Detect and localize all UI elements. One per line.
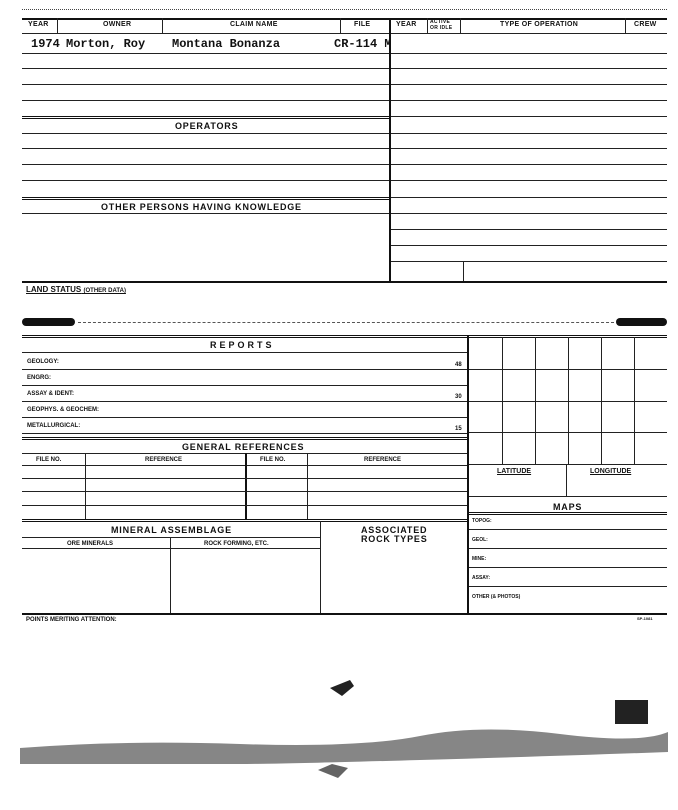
grid-line — [469, 432, 667, 433]
row-rule — [22, 148, 389, 149]
maps-row-rule — [469, 567, 667, 568]
scan-noise-block — [615, 700, 648, 724]
longitude-label: LONGITUDE — [590, 468, 632, 475]
right-row-rule — [391, 261, 667, 262]
right-row-rule — [391, 68, 667, 69]
row-rule — [22, 213, 389, 214]
right-row-rule — [391, 164, 667, 165]
header-tick — [427, 18, 428, 33]
scan-noise-blot — [330, 680, 354, 696]
header-top-rule — [22, 18, 667, 20]
header-type-of-operation: TYPE OF OPERATION — [500, 21, 579, 28]
rock-forming-label: ROCK FORMING, ETC. — [204, 541, 269, 547]
maps-row-rule — [469, 529, 667, 530]
maps-row-rule — [469, 548, 667, 549]
right-row-rule — [391, 116, 667, 117]
column-divider — [389, 18, 391, 281]
operators-top-rule — [22, 116, 389, 119]
ref-header-reference-2: REFERENCE — [364, 457, 402, 463]
row-rule — [22, 133, 389, 134]
report-rule — [22, 369, 467, 370]
maps-rule — [469, 512, 667, 515]
report-label: METALLURGICAL: — [27, 423, 81, 429]
ref-header-file-no-1: FILE NO. — [36, 457, 62, 463]
header-tick — [57, 18, 58, 33]
right-tick — [463, 261, 464, 281]
ref-row-rule — [22, 505, 467, 506]
other-persons-top-rule — [22, 197, 389, 200]
entry-owner: Morton, Roy — [66, 37, 146, 51]
report-number: 48 — [455, 362, 462, 368]
header-owner: OWNER — [103, 21, 132, 28]
entry-year: 1974 — [31, 37, 60, 51]
reports-right-divider — [467, 335, 469, 615]
general-references-title: GENERAL REFERENCES — [182, 442, 305, 452]
maps-row-label: TOPOG: — [472, 518, 492, 524]
mineral-header-rule — [22, 548, 320, 549]
report-number: 30 — [455, 394, 462, 400]
reports-rule — [22, 352, 467, 353]
ref-header-reference-1: REFERENCE — [145, 457, 183, 463]
header-tick — [340, 18, 341, 33]
grid-line — [469, 464, 667, 465]
header-tick — [162, 18, 163, 33]
form-bottom-rule — [22, 613, 667, 615]
ref-row-rule — [22, 478, 467, 479]
other-persons-title: OTHER PERSONS HAVING KNOWLEDGE — [101, 202, 302, 212]
maps-row-label: GEOL: — [472, 537, 488, 543]
report-rule — [22, 417, 467, 418]
right-row-rule — [391, 213, 667, 214]
row-rule — [22, 84, 389, 85]
entry-claim-name: Montana Bonanza — [172, 37, 281, 51]
ref-col-divider — [307, 453, 308, 520]
latitude-label: LATITUDE — [497, 468, 532, 475]
report-rule — [22, 401, 467, 402]
maps-row-label: OTHER (& PHOTOS) — [472, 594, 521, 600]
right-row-rule — [391, 197, 667, 198]
grid-line — [469, 369, 667, 370]
right-row-rule — [391, 180, 667, 181]
maps-row-rule — [469, 586, 667, 587]
maps-row-label: MINE: — [472, 556, 487, 562]
associated-rock-types-2: ROCK TYPES — [361, 534, 428, 544]
ref-header-file-no-2: FILE NO. — [260, 457, 286, 463]
header-year-2: YEAR — [396, 21, 417, 28]
reports-title: REPORTS — [210, 340, 275, 350]
report-label: ASSAY & IDENT: — [27, 391, 75, 397]
right-row-rule — [391, 53, 667, 54]
reports-top-rule — [22, 335, 667, 338]
report-label: GEOPHYS. & GEOCHEM: — [27, 407, 100, 413]
mineral-assemblage-title: MINERAL ASSEMBLAGE — [111, 525, 232, 535]
scan-mark — [22, 318, 75, 326]
row-rule — [22, 164, 389, 165]
header-claim-name: CLAIM NAME — [230, 21, 278, 28]
right-row-rule — [391, 148, 667, 149]
ore-minerals-label: ORE MINERALS — [67, 541, 114, 547]
mineral-sub-rule — [22, 537, 320, 538]
header-active-or-idle: ACTIVE OR IDLE — [430, 19, 453, 31]
row-rule — [22, 53, 389, 54]
top-border — [22, 9, 667, 10]
maps-title: MAPS — [553, 502, 583, 512]
mineral-col-divider — [320, 521, 321, 613]
land-status-rule — [78, 322, 614, 323]
header-file: FILE — [354, 21, 371, 28]
right-row-rule — [391, 229, 667, 230]
mineral-top-rule — [22, 519, 467, 522]
form-number: SP-1081 — [637, 616, 653, 621]
grid-line — [469, 401, 667, 402]
report-label: ENGRG: — [27, 375, 51, 381]
right-row-rule — [391, 133, 667, 134]
header-year: YEAR — [28, 21, 49, 28]
header-crew: CREW — [634, 21, 657, 28]
operators-title: OPERATORS — [175, 121, 239, 131]
mineral-sub-divider — [170, 537, 171, 613]
header-tick — [460, 18, 461, 33]
maps-row-label: ASSAY: — [472, 575, 491, 581]
scan-noise-band — [20, 729, 668, 764]
ref-col-divider — [85, 453, 86, 520]
latlong-bottom — [469, 496, 667, 497]
associated-rock-types-1: ASSOCIATED — [361, 525, 428, 535]
header-tick — [625, 18, 626, 33]
right-row-rule — [391, 100, 667, 101]
ref-row-rule — [22, 491, 467, 492]
header-bottom-rule — [22, 33, 667, 34]
report-number: 15 — [455, 426, 462, 432]
report-rule — [22, 385, 467, 386]
row-rule — [22, 180, 389, 181]
right-row-rule — [391, 245, 667, 246]
points-meriting-attention: POINTS MERITING ATTENTION: — [26, 617, 117, 623]
report-label: GEOLOGY: — [27, 359, 59, 365]
report-rule — [22, 433, 467, 434]
land-status-title: LAND STATUS (OTHER DATA) — [26, 285, 126, 294]
row-rule — [22, 68, 389, 69]
ref-col-divider — [245, 453, 247, 520]
general-references-top-rule — [22, 437, 467, 440]
scan-noise — [0, 660, 678, 810]
latlong-divider — [566, 464, 567, 496]
scan-noise-blot — [318, 764, 348, 778]
scan-mark — [616, 318, 667, 326]
right-row-rule — [391, 84, 667, 85]
entry-file: CR-114 M — [334, 37, 392, 51]
row-rule — [22, 100, 389, 101]
upper-section-bottom — [22, 281, 667, 283]
